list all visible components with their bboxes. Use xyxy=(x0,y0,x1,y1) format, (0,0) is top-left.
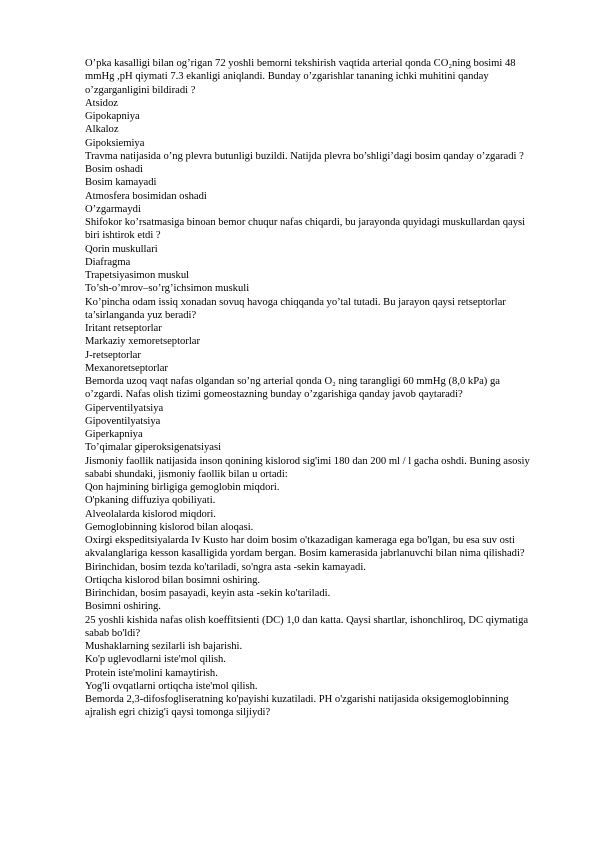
answer-option: Qorin muskullari xyxy=(85,243,158,255)
question-text: 25 yoshli kishida nafas olish koeffitsienti (DC) 1,0 dan katta. Qaysi shartlar, ishonchliroq, DC qiymatiga sabab bo'ldi? xyxy=(85,614,529,639)
answer-option: Birinchidan, bosim pasayadi, keyin asta -sekin ko'tariladi. xyxy=(85,588,331,599)
answer-option: Bosim oshadi xyxy=(85,164,143,175)
answer-option: Mexanoretseptorlar xyxy=(85,362,168,374)
question-text: O’pka kasalligi bilan og’rigan 72 yoshli bemorni tekshirish vaqtida arterial qonda CO₂ning bosimi 48 mmHg ,pH qiymati 7.3 ekanligi aniqlandi. Bunday o’zgarishlar tananing ichki muhitini qanday o’zgarganligini bildiradi ? xyxy=(85,58,516,96)
answer-option: Protein iste'molini kamaytirish. xyxy=(85,667,218,679)
document-page xyxy=(85,57,540,720)
question-text: Oxirgi ekspeditsiyalarda Iv Kusto har doim bosim o'tkazadigan kameraga ega bo'lgan, bu esa suv osti akvalanglariga kesson kasalligida yordam bergan. Bosim kamerasida jabrlanuvchi bilan nima qilishadi? xyxy=(85,535,525,560)
answer-option: Gipoksiemiya xyxy=(85,137,145,149)
answer-option: O'pkaning diffuziya qobiliyati. xyxy=(85,495,216,507)
answer-option: Giperkapniya xyxy=(85,429,143,440)
answer-option: Birinchidan, bosim tezda ko'tariladi, so'ngra asta -sekin kamayadi. xyxy=(85,561,366,573)
answer-option: To’qimalar giperoksigenatsiyasi xyxy=(85,442,222,454)
answer-option: Ko'p uglevodlarni iste'mol qilish. xyxy=(85,654,226,666)
question-text: Travma natijasida o’ng plevra butunligi buzildi. Natijda plevra bo’shligi’dagi bosim qanday o’zgaradi ? xyxy=(85,150,524,162)
answer-option: Alveolalarda kislorod miqdori. xyxy=(85,508,216,520)
question-text: Shifokor ko’rsatmasiga binoan bemor chuqur nafas chiqardi, bu jarayonda quyidagi muskullardan qaysi biri ishtirok etdi ? xyxy=(85,217,526,242)
answer-option: Gipokapniya xyxy=(85,111,140,122)
answer-option: Yog'li ovqatlarni ortiqcha iste'mol qilish. xyxy=(85,680,258,692)
question-text: Jismoniy faollik natijasida inson qonining kislorod sig'imi 180 dan 200 ml / l gacha oshdi. Buning asosiy sababi shundaki, jismoniy faollik bilan u ortadi: xyxy=(85,455,530,480)
answer-option: Mushaklarning sezilarli ish bajarishi. xyxy=(85,641,243,652)
answer-option: Trapetsiyasimon muskul xyxy=(85,270,190,281)
answer-option: Alkaloz xyxy=(85,124,119,136)
answer-option: Iritant retseptorlar xyxy=(85,323,162,334)
answer-option: Gemoglobinning kislorod bilan aloqasi. xyxy=(85,521,254,533)
answer-option: J-retseptorlar xyxy=(85,349,141,361)
answer-option: Bosim kamayadi xyxy=(85,177,157,189)
answer-option: Qon hajmining birligiga gemoglobin miqdori. xyxy=(85,482,280,493)
question-text: Ko’pincha odam issiq xonadan sovuq havoga chiqqanda yo’tal tutadi. Bu jarayon qaysi retseptorlar ta’sirlanganda yuz beradi? xyxy=(85,296,506,321)
answer-option: Bosimni oshiring. xyxy=(85,601,161,613)
answer-option: Markaziy xemoretseptorlar xyxy=(85,336,201,348)
answer-option: Diafragma xyxy=(85,256,131,268)
question-text: Bemorda uzoq vaqt nafas olgandan so’ng arterial qonda O₂ ning tarangligi 60 mmHg (8,0 kPa) ga o’zgardi. Nafas olish tizimi gomeostazning bunday o’zgarishiga qanday javob qaytaradi? xyxy=(85,376,500,401)
answer-option: To’sh-o’mrov–so’rg’ichsimon muskuli xyxy=(85,283,250,295)
answer-option: Giperventilyatsiya xyxy=(85,402,164,414)
answer-option: Gipoventilyatsiya xyxy=(85,415,161,427)
answer-option: Ortiqcha kislorod bilan bosimni oshiring. xyxy=(85,574,261,586)
answer-option: O’zgarmaydi xyxy=(85,203,141,215)
answer-option: Atmosfera bosimidan oshadi xyxy=(85,190,207,202)
answer-option: Atsidoz xyxy=(85,97,118,109)
question-text: Bemorda 2,3-difosfogliseratning ko'payishi kuzatiladi. PH o'zgarishi natijasida oksigemoglobinning ajralish egri chizig'i qaysi tomonga siljiydi? xyxy=(85,694,509,719)
